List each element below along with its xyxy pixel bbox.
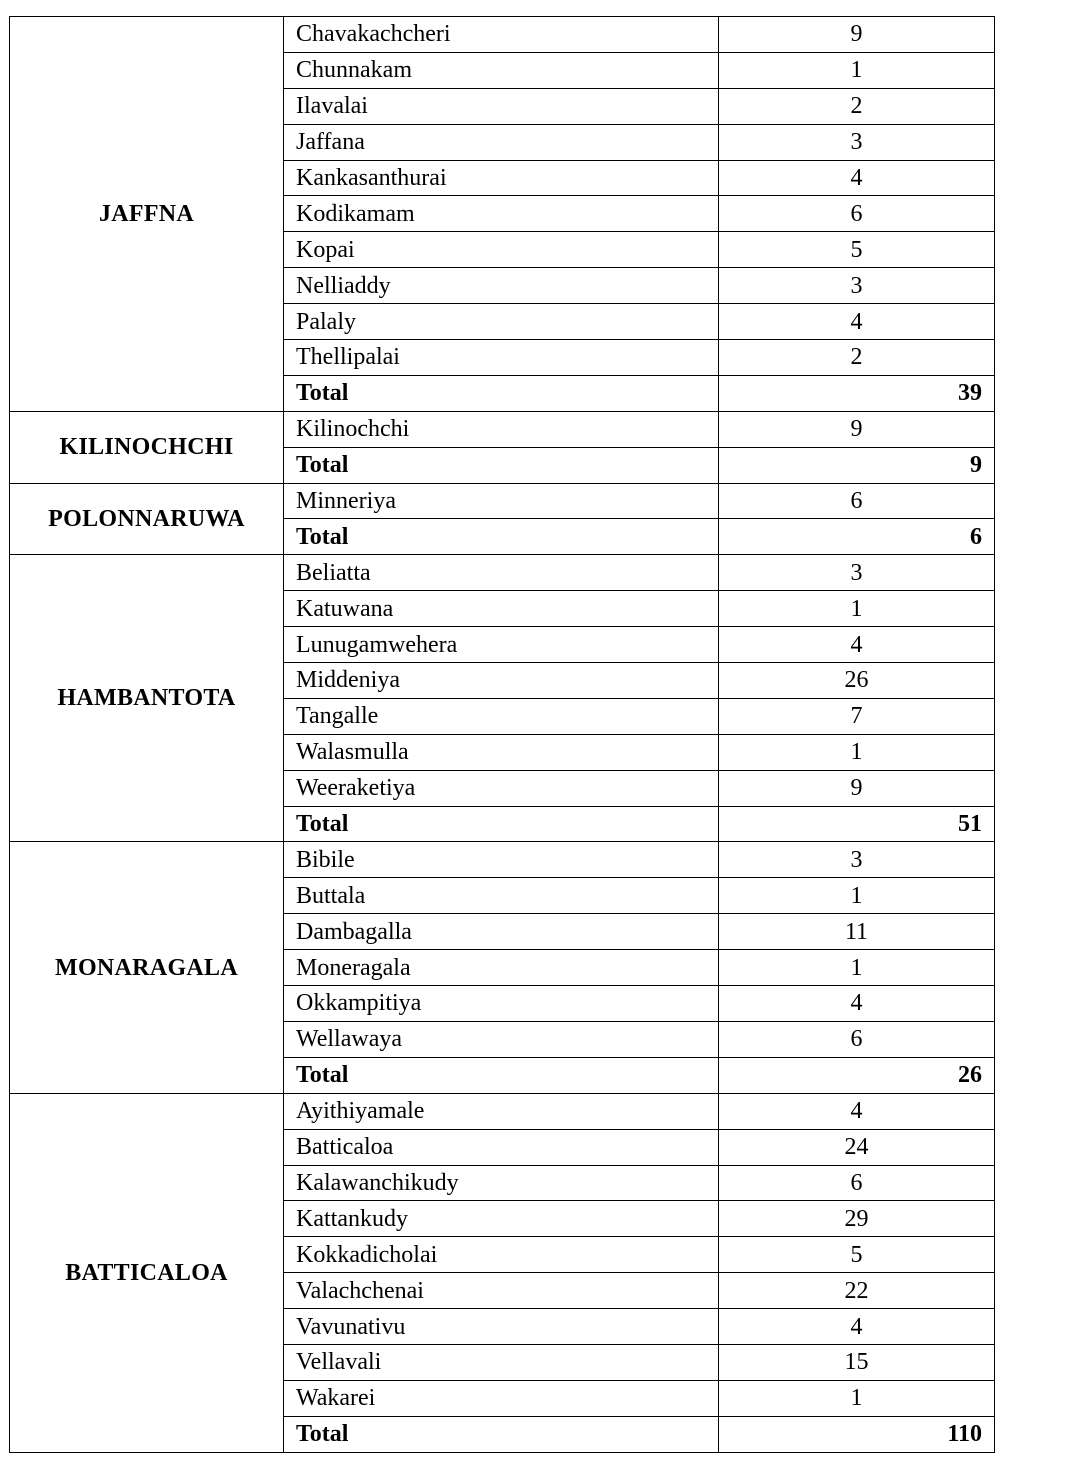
place-name: Kopai: [284, 232, 719, 268]
place-count: 7: [719, 698, 995, 734]
place-count: 2: [719, 340, 995, 376]
district-name: POLONNARUWA: [10, 483, 284, 555]
total-value: 9: [719, 447, 995, 483]
place-count: 3: [719, 124, 995, 160]
place-count: 6: [719, 196, 995, 232]
place-name: Jaffana: [284, 124, 719, 160]
district-name: JAFFNA: [10, 17, 284, 412]
district-name: MONARAGALA: [10, 842, 284, 1093]
total-value: 6: [719, 519, 995, 555]
place-count: 9: [719, 17, 995, 53]
place-name: Kattankudy: [284, 1201, 719, 1237]
district-name: BATTICALOA: [10, 1093, 284, 1452]
place-name: Kilinochchi: [284, 411, 719, 447]
place-name: Chavakachcheri: [284, 17, 719, 53]
table-row: [10, 483, 995, 519]
place-name: Kodikamam: [284, 196, 719, 232]
place-name: Walasmulla: [284, 734, 719, 770]
place-name: Vavunativu: [284, 1309, 719, 1345]
place-count: 1: [719, 950, 995, 986]
total-label: Total: [284, 1416, 719, 1452]
place-name: Chunnakam: [284, 52, 719, 88]
place-name: Wakarei: [284, 1380, 719, 1416]
total-label: Total: [284, 447, 719, 483]
place-name: Middeniya: [284, 663, 719, 699]
total-label: Total: [284, 519, 719, 555]
place-count: 4: [719, 304, 995, 340]
total-value: 51: [719, 806, 995, 842]
place-count: 1: [719, 734, 995, 770]
place-count: 5: [719, 232, 995, 268]
total-label: Total: [284, 1057, 719, 1093]
table-row: [10, 1093, 995, 1129]
place-count: 4: [719, 986, 995, 1022]
place-count: 5: [719, 1237, 995, 1273]
place-name: Kankasanthurai: [284, 160, 719, 196]
place-count: 1: [719, 52, 995, 88]
place-name: Kalawanchikudy: [284, 1165, 719, 1201]
place-name: Ayithiyamale: [284, 1093, 719, 1129]
place-name: Buttala: [284, 878, 719, 914]
place-count: 4: [719, 1309, 995, 1345]
place-name: Bibile: [284, 842, 719, 878]
place-count: 22: [719, 1273, 995, 1309]
place-count: 6: [719, 483, 995, 519]
place-count: 4: [719, 627, 995, 663]
place-name: Lunugamwehera: [284, 627, 719, 663]
table-row: [10, 411, 995, 447]
place-count: 29: [719, 1201, 995, 1237]
district-table: [9, 16, 995, 1453]
place-name: Dambagalla: [284, 914, 719, 950]
place-count: 15: [719, 1344, 995, 1380]
place-count: 2: [719, 88, 995, 124]
place-count: 24: [719, 1129, 995, 1165]
place-count: 4: [719, 1093, 995, 1129]
place-count: 3: [719, 268, 995, 304]
total-value: 39: [719, 375, 995, 411]
place-count: 3: [719, 555, 995, 591]
place-name: Vellavali: [284, 1344, 719, 1380]
place-count: 4: [719, 160, 995, 196]
place-name: Tangalle: [284, 698, 719, 734]
place-name: Nelliaddy: [284, 268, 719, 304]
place-name: Beliatta: [284, 555, 719, 591]
place-name: Palaly: [284, 304, 719, 340]
district-name: HAMBANTOTA: [10, 555, 284, 842]
table-row: [10, 555, 995, 591]
place-count: 3: [719, 842, 995, 878]
place-count: 9: [719, 411, 995, 447]
place-name: Wellawaya: [284, 1021, 719, 1057]
place-count: 11: [719, 914, 995, 950]
place-name: Katuwana: [284, 591, 719, 627]
place-name: Ilavalai: [284, 88, 719, 124]
total-value: 26: [719, 1057, 995, 1093]
place-name: Okkampitiya: [284, 986, 719, 1022]
place-name: Thellipalai: [284, 340, 719, 376]
place-name: Batticaloa: [284, 1129, 719, 1165]
total-label: Total: [284, 806, 719, 842]
place-count: 9: [719, 770, 995, 806]
district-name: KILINOCHCHI: [10, 411, 284, 483]
place-name: Weeraketiya: [284, 770, 719, 806]
place-count: 1: [719, 1380, 995, 1416]
place-count: 1: [719, 591, 995, 627]
table-row: [10, 842, 995, 878]
table-body: [10, 17, 995, 1453]
total-label: Total: [284, 375, 719, 411]
place-count: 1: [719, 878, 995, 914]
place-name: Moneragala: [284, 950, 719, 986]
place-name: Kokkadicholai: [284, 1237, 719, 1273]
place-count: 6: [719, 1021, 995, 1057]
place-count: 6: [719, 1165, 995, 1201]
table-row: [10, 17, 995, 53]
total-value: 110: [719, 1416, 995, 1452]
place-name: Minneriya: [284, 483, 719, 519]
place-name: Valachchenai: [284, 1273, 719, 1309]
place-count: 26: [719, 663, 995, 699]
